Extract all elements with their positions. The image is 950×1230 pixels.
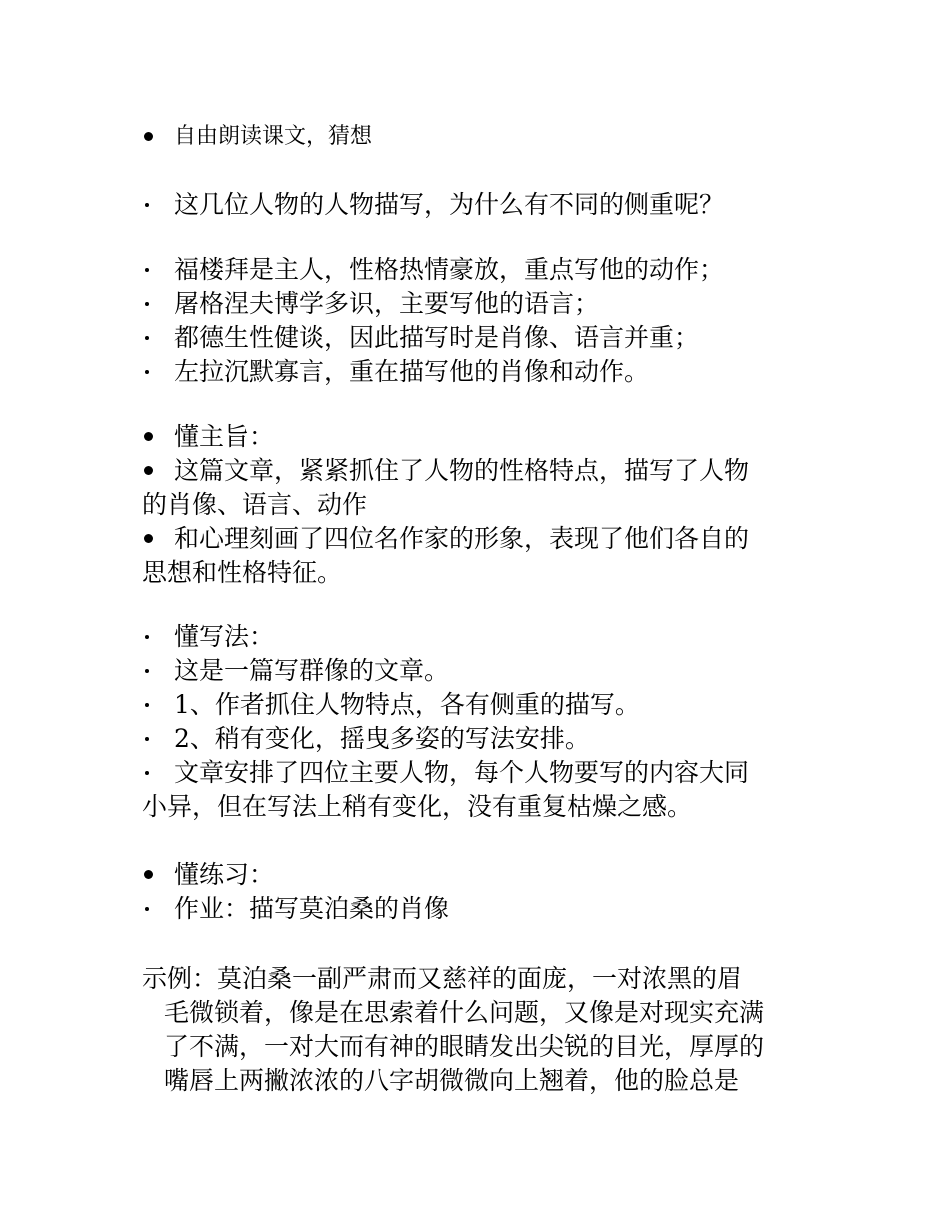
line-text: 懂练习：: [174, 860, 275, 889]
line-text: 这是一篇写群像的文章。: [174, 656, 450, 685]
text-line: [142, 454, 822, 488]
section-s4: [142, 420, 822, 590]
text-line: [142, 287, 822, 321]
section-s2: [142, 188, 822, 222]
text-line: [142, 556, 822, 590]
text-line: [142, 321, 822, 355]
line-text: 的肖像、语言、动作: [142, 490, 368, 519]
line-text: 自由朗读课文，猜想: [174, 124, 373, 149]
text-line: [142, 188, 822, 222]
sample-line: [142, 996, 822, 1030]
section-s3: [142, 253, 822, 389]
text-line: [142, 790, 822, 824]
line-text: 嘴唇上两撇浓浓的八字胡微微向上翘着，他的脸总是: [164, 1066, 740, 1095]
line-text: 示例：莫泊桑一副严肃而又慈祥的面庞，一对浓黑的眉: [142, 964, 743, 993]
text-line: [142, 355, 822, 389]
line-text: 这几位人物的人物描写，为什么有不同的侧重呢？: [174, 190, 725, 219]
line-text: 这篇文章，紧紧抓住了人物的性格特点，描写了人物: [174, 456, 750, 485]
text-line: [142, 688, 822, 722]
line-text: 思想和性格特征。: [142, 558, 343, 587]
text-line: [142, 420, 822, 454]
text-line: [142, 654, 822, 688]
line-text: 毛微锁着，像是在思索着什么问题，又像是对现实充满: [164, 998, 765, 1027]
section-s5: [142, 620, 822, 824]
sample-line: [142, 1064, 822, 1098]
line-text: 都德生性健谈，因此描写时是肖像、语言并重；: [174, 323, 700, 352]
line-text: 了不满，一对大而有神的眼睛发出尖锐的目光，厚厚的: [164, 1032, 765, 1061]
sample-line: [142, 962, 822, 996]
section-s1: [142, 120, 822, 154]
text-line: [142, 722, 822, 756]
line-text: 左拉沉默寡言，重在描写他的肖像和动作。: [174, 357, 650, 386]
line-text: 和心理刻画了四位名作家的形象，表现了他们各自的: [174, 524, 750, 553]
line-text: 小异，但在写法上稍有变化，没有重复枯燥之感。: [142, 792, 693, 821]
text-line: [142, 858, 822, 892]
line-text: 懂写法：: [174, 622, 275, 651]
line-text: 文章安排了四位主要人物，每个人物要写的内容大同: [174, 758, 750, 787]
sample-line: [142, 1030, 822, 1064]
line-text: 2、稍有变化，摇曳多姿的写法安排。: [174, 724, 590, 753]
line-text: 福楼拜是主人，性格热情豪放，重点写他的动作；: [174, 255, 725, 284]
text-line: [142, 620, 822, 654]
section-s6: [142, 858, 822, 926]
text-line: [142, 120, 822, 154]
text-line: [142, 488, 822, 522]
line-text: 作业：描写莫泊桑的肖像: [174, 894, 450, 923]
sample-paragraph: [142, 962, 822, 1098]
line-text: 懂主旨：: [174, 422, 275, 451]
text-line: [142, 756, 822, 790]
line-text: 屠格涅夫博学多识，主要写他的语言；: [174, 289, 600, 318]
text-line: [142, 522, 822, 556]
text-line: [142, 253, 822, 287]
line-text: 1、作者抓住人物特点，各有侧重的描写。: [174, 690, 640, 719]
text-line: [142, 892, 822, 926]
